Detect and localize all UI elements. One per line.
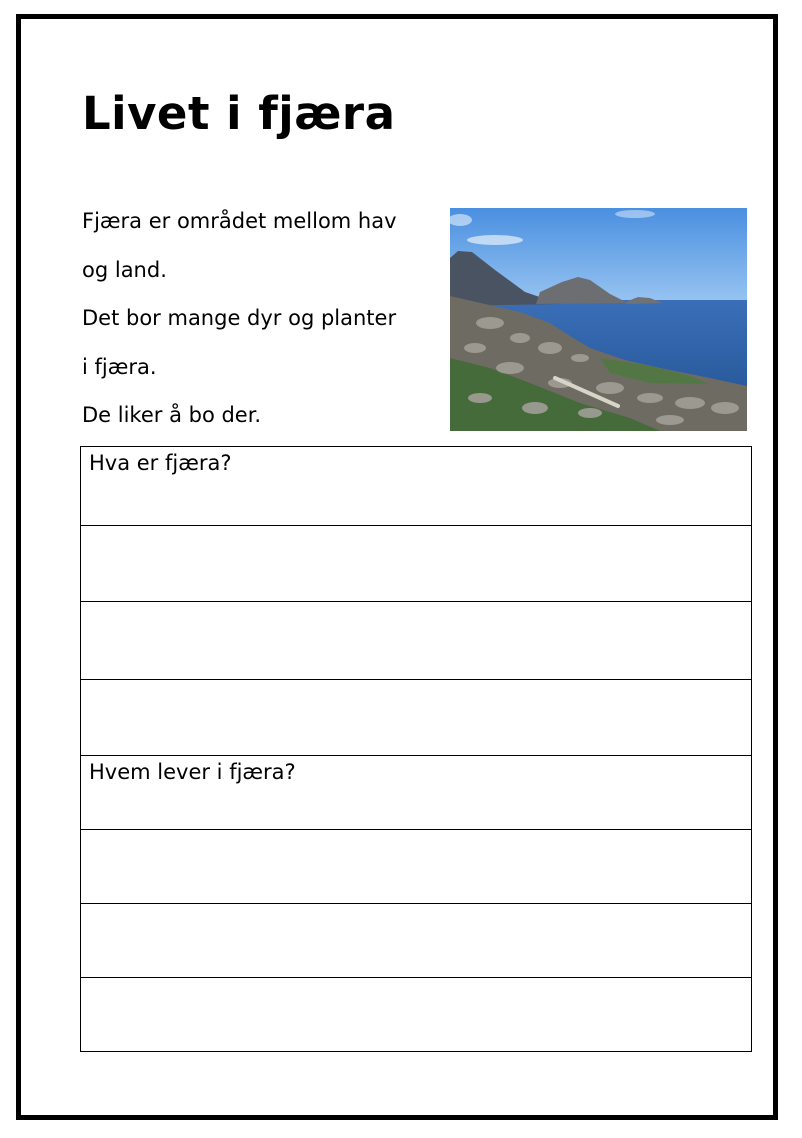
page-title: Livet i fjæra: [82, 87, 396, 140]
question-what-is-fjaera: Hva er fjæra?: [89, 451, 232, 475]
intro-line: i fjæra.: [82, 354, 157, 379]
answer-row: [81, 904, 752, 978]
shoreline-photo: [450, 208, 747, 431]
answer-row: [81, 526, 752, 602]
question-cell: [81, 756, 752, 830]
intro-line: Det bor mange dyr og planter: [82, 306, 397, 330]
intro-text: [82, 197, 442, 440]
cloud: [615, 210, 655, 218]
answer-line[interactable]: [81, 602, 752, 680]
intro-line: Fjæra er området mellom hav: [82, 209, 397, 233]
answer-line[interactable]: [81, 830, 752, 904]
cloud: [467, 235, 523, 245]
intro-line: og land.: [82, 257, 167, 282]
question-who-lives-in-fjaera: Hvem lever i fjæra?: [89, 760, 296, 784]
question-row: [81, 447, 752, 526]
question-row: [81, 756, 752, 830]
answer-row: [81, 978, 752, 1052]
answer-row: [81, 680, 752, 756]
answer-table: [80, 446, 752, 1052]
answer-row: [81, 830, 752, 904]
answer-row: [81, 602, 752, 680]
answer-line[interactable]: [81, 978, 752, 1052]
answer-line[interactable]: [81, 680, 752, 756]
question-cell: [81, 447, 752, 526]
intro-line: De liker å bo der.: [82, 403, 262, 427]
answer-line[interactable]: [81, 526, 752, 602]
answer-line[interactable]: [81, 904, 752, 978]
